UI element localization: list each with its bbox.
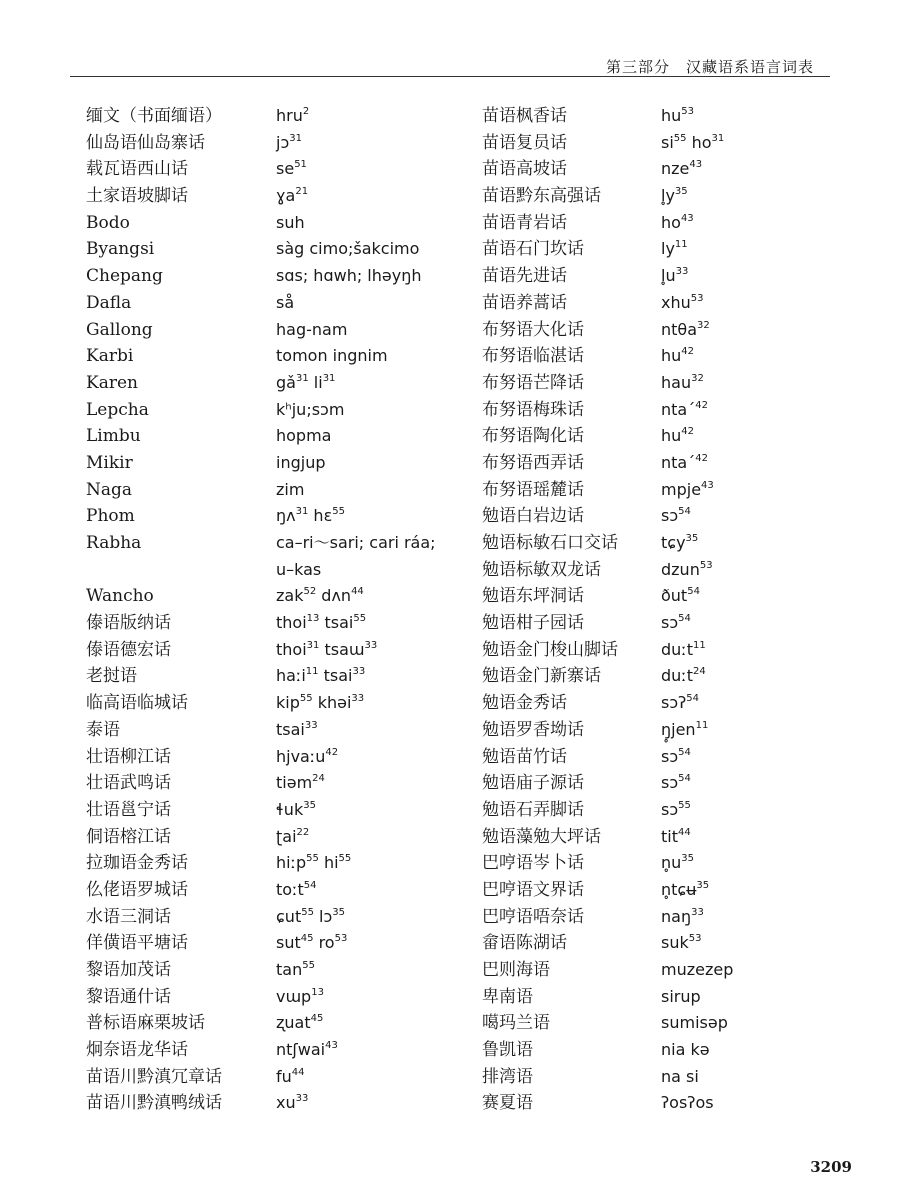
word-form: sumisəp (661, 1013, 728, 1033)
language-name: 苗语高坡话 (482, 159, 567, 180)
language-name: 布努语陶化话 (482, 426, 584, 447)
language-name: Karen (86, 372, 138, 393)
word-form: $l̥u^{33}$ (661, 266, 689, 286)
language-name: Karbi (86, 346, 134, 367)
language-name: 佯僙语平塘话 (86, 933, 188, 954)
language-name: Chepang (86, 266, 163, 287)
word-form: hopma (276, 426, 332, 446)
word-form: ɣa$^{21}$ (276, 186, 309, 206)
word-form: $fu^{44}$ (276, 1066, 305, 1086)
language-name-column-1 (86, 103, 271, 1117)
language-name: 苗语川黔滇鸭绒话 (86, 1093, 222, 1114)
word-form: ʈai$^{22}$ (276, 826, 310, 846)
language-name: 卑南语 (482, 986, 533, 1007)
language-name: 巴哼语唔奈话 (482, 906, 584, 927)
word-form: $hu^{42}$ (661, 346, 695, 366)
language-name: 噶玛兰语 (482, 1013, 550, 1034)
word-form: xhu$^{53}$ (661, 292, 704, 312)
word-form: tit$^{44}$ (661, 826, 691, 846)
word-form: n̥tɕʉ$^{35}$ (661, 879, 710, 899)
language-name: 傣语版纳话 (86, 613, 171, 634)
word-form: $\tan^{55}$ (276, 960, 315, 979)
word-form: suh (276, 212, 305, 232)
word-form: sirup (661, 986, 701, 1006)
language-name: 苗语石门坎话 (482, 239, 584, 260)
word-form: ntθa$^{32}$ (661, 319, 710, 339)
word-form: ca–ri～sari; cari ráa; (276, 533, 436, 552)
word-form: ŋʌ$^{31}$ hɛ$^{55}$ (276, 506, 345, 526)
word-form: $hu^{42}$ (661, 426, 695, 446)
word-form: $se^{51}$ (276, 159, 307, 179)
language-name: 勉语庙子源话 (482, 773, 584, 794)
language-name: 缅文（书面缅语） (86, 106, 222, 126)
word-form: $gǎ^{31}$ $li^{31}$ (276, 372, 336, 392)
language-name (86, 557, 271, 584)
language-name: 老挝语 (86, 666, 137, 687)
language-name: Gallong (86, 319, 153, 340)
language-name: 壮语柳江话 (86, 746, 171, 767)
word-form: sɔʔ$^{54}$ (661, 693, 700, 713)
word-form: sɔ$^{54}$ (661, 746, 691, 766)
word-form: $ho^{43}$ (661, 212, 694, 232)
language-name: 鲁凯语 (482, 1040, 533, 1061)
word-form: ntʃwai$^{43}$ (276, 1040, 338, 1060)
word-form: sɔ$^{54}$ (661, 773, 691, 793)
header-rule (70, 76, 830, 77)
word-form: ʔosʔos (661, 1093, 714, 1113)
language-name: Bodo (86, 212, 130, 233)
word-form: duːt$^{11}$ (661, 639, 706, 659)
language-name: Phom (86, 506, 135, 527)
language-name: 黎语加茂话 (86, 960, 171, 980)
language-name: 苗语复员话 (482, 132, 567, 153)
language-name: 仙岛语仙岛寨话 (86, 132, 205, 153)
language-name: 勉语标敏双龙话 (482, 559, 601, 580)
language-name: 勉语金门梭山脚话 (482, 639, 618, 660)
word-form: $xu^{33}$ (276, 1093, 309, 1113)
language-name: 壮语邕宁话 (86, 799, 171, 820)
word-form: $n̥u^{35}$ (661, 853, 695, 873)
word-form: tiəm$^{24}$ (276, 773, 325, 793)
word-form: thoi$^{31}$ tsaɯ$^{33}$ (276, 639, 378, 659)
word-form: nze$^{43}$ (661, 159, 703, 179)
word-form: mpje$^{43}$ (661, 479, 714, 499)
language-name: 仫佬语罗城话 (86, 879, 188, 900)
word-form: så (276, 292, 295, 312)
word-form: tsai$^{33}$ (276, 719, 318, 739)
word-form: ɕut$^{55}$ lɔ$^{35}$ (276, 906, 346, 926)
language-name: 布努语临湛话 (482, 346, 584, 367)
language-name: Mikir (86, 452, 133, 473)
word-form: sɑs; hɑwh; lhəyŋh (276, 266, 422, 286)
word-form: dzun$^{53}$ (661, 559, 713, 579)
language-name: 临高语临城话 (86, 693, 188, 714)
word-form: ʐuat$^{45}$ (276, 1013, 324, 1033)
word-form: hiːp$^{55}$ $hi^{55}$ (276, 853, 352, 873)
running-header (70, 56, 830, 78)
word-form: suk$^{53}$ (661, 933, 702, 953)
language-name: 勉语金门新寨话 (482, 666, 601, 687)
word-form: na si (661, 1066, 699, 1086)
language-name: 苗语川黔滇冗章话 (86, 1066, 222, 1087)
page-number: 3209 (810, 1158, 852, 1176)
word-form: kʰju;sɔm (276, 399, 345, 419)
word-form: tomon ingnim (276, 346, 388, 366)
language-name: 布努语梅珠话 (482, 399, 584, 420)
word-form: ɬuk$^{35}$ (276, 799, 316, 819)
language-name: 炯奈语龙华话 (86, 1040, 188, 1061)
word-form: tɕy$^{35}$ (661, 533, 699, 552)
language-name: Wancho (86, 586, 154, 607)
language-name: Dafla (86, 292, 132, 313)
language-name: Lepcha (86, 399, 149, 420)
word-form: sɔ$^{55}$ (661, 799, 691, 819)
word-form: sàg cimo;šakcimo (276, 239, 420, 259)
word-form: haːi$^{11}$ tsai$^{33}$ (276, 666, 366, 686)
language-name: Limbu (86, 426, 141, 447)
word-form: muzezep (661, 960, 734, 979)
language-name: 勉语石弄脚话 (482, 799, 584, 820)
word-form: hag-nam (276, 319, 348, 339)
language-name: 赛夏语 (482, 1093, 533, 1114)
language-name: 勉语罗香坳话 (482, 719, 584, 740)
language-name: 布努语芒降话 (482, 372, 584, 393)
language-name: 勉语金秀话 (482, 693, 567, 714)
word-form: u–kas (276, 559, 322, 579)
language-name: 布努语西弄话 (482, 452, 584, 473)
language-name: 巴哼语岑卜话 (482, 853, 584, 874)
word-form: kip$^{55}$ khəi$^{33}$ (276, 693, 365, 713)
language-name: 排湾语 (482, 1066, 533, 1087)
language-name: 勉语白岩边话 (482, 506, 584, 527)
word-form: nia kə (661, 1040, 710, 1060)
language-name: 勉语东坪洞话 (482, 586, 584, 607)
language-name: 苗语枫香话 (482, 106, 567, 126)
language-name: Byangsi (86, 239, 155, 260)
word-form: sɔ$^{54}$ (661, 506, 691, 526)
word-form: sut$^{45}$ $ro^{53}$ (276, 933, 348, 953)
language-name: 布努语瑶麓话 (482, 479, 584, 500)
word-form: hru$^2$ (276, 106, 310, 125)
language-name: Rabha (86, 533, 142, 553)
language-name: 巴则海语 (482, 960, 550, 980)
language-name: 侗语榕江话 (86, 826, 171, 847)
word-form: sɔ$^{54}$ (661, 613, 691, 633)
language-name: 壮语武鸣话 (86, 773, 171, 794)
language-name: 普标语麻栗坡话 (86, 1013, 205, 1034)
word-form: $ly^{11}$ (661, 239, 688, 259)
word-form: naŋ$^{33}$ (661, 906, 704, 926)
language-name: 勉语柑子园话 (482, 613, 584, 634)
language-name-column-2 (482, 103, 652, 1117)
language-name: 苗语养蒿话 (482, 292, 567, 313)
language-name: 布努语大化话 (482, 319, 584, 340)
section-title: 第三部分 汉藏语系语言词表 (605, 58, 814, 76)
word-form: hjvaːu$^{42}$ (276, 746, 339, 766)
word-form: hau$^{32}$ (661, 372, 704, 392)
language-name: 泰语 (86, 719, 120, 740)
word-form: ntaˊ$^{42}$ (661, 399, 708, 419)
word-form: ðut$^{54}$ (661, 586, 700, 606)
language-name: 巴哼语文界话 (482, 879, 584, 900)
word-form: vɯp$^{13}$ (276, 986, 324, 1006)
word-form-column-2 (661, 103, 841, 1117)
language-name: 畲语陈湖话 (482, 933, 567, 954)
language-name: 黎语通什话 (86, 986, 171, 1007)
language-name: 苗语黔东高强话 (482, 186, 601, 207)
language-name: 苗语青岩话 (482, 212, 567, 233)
word-form: duːt$^{24}$ (661, 666, 706, 686)
language-name: 勉语藻勉大坪话 (482, 826, 601, 847)
language-name: 土家语坡脚话 (86, 186, 188, 207)
language-name: 拉珈语金秀话 (86, 853, 188, 874)
word-form: $hu^{53}$ (661, 106, 695, 125)
language-name: 水语三洞话 (86, 906, 171, 927)
word-form: ingjup (276, 452, 326, 472)
word-form: ntaˊ$^{42}$ (661, 452, 708, 472)
word-form: zim (276, 479, 305, 499)
word-form-column-1 (276, 103, 471, 1117)
word-form: zak$^{52}$ dʌn$^{44}$ (276, 586, 364, 606)
word-form: jɔ$^{31}$ (276, 132, 302, 152)
language-name: Naga (86, 479, 133, 500)
word-form: thoi$^{13}$ tsai$^{55}$ (276, 613, 367, 633)
language-name: 傣语德宏话 (86, 639, 171, 660)
word-form: ŋ̥jen$^{11}$ (661, 719, 709, 739)
language-name: 载瓦语西山话 (86, 159, 188, 180)
language-name: 苗语先进话 (482, 266, 567, 287)
word-form: toːt$^{54}$ (276, 879, 317, 899)
word-form: $l̥y^{35}$ (661, 186, 688, 206)
language-name: 勉语苗竹话 (482, 746, 567, 767)
word-form: $si^{55}$ $ho^{31}$ (661, 132, 725, 152)
language-name: 勉语标敏石口交话 (482, 533, 618, 553)
